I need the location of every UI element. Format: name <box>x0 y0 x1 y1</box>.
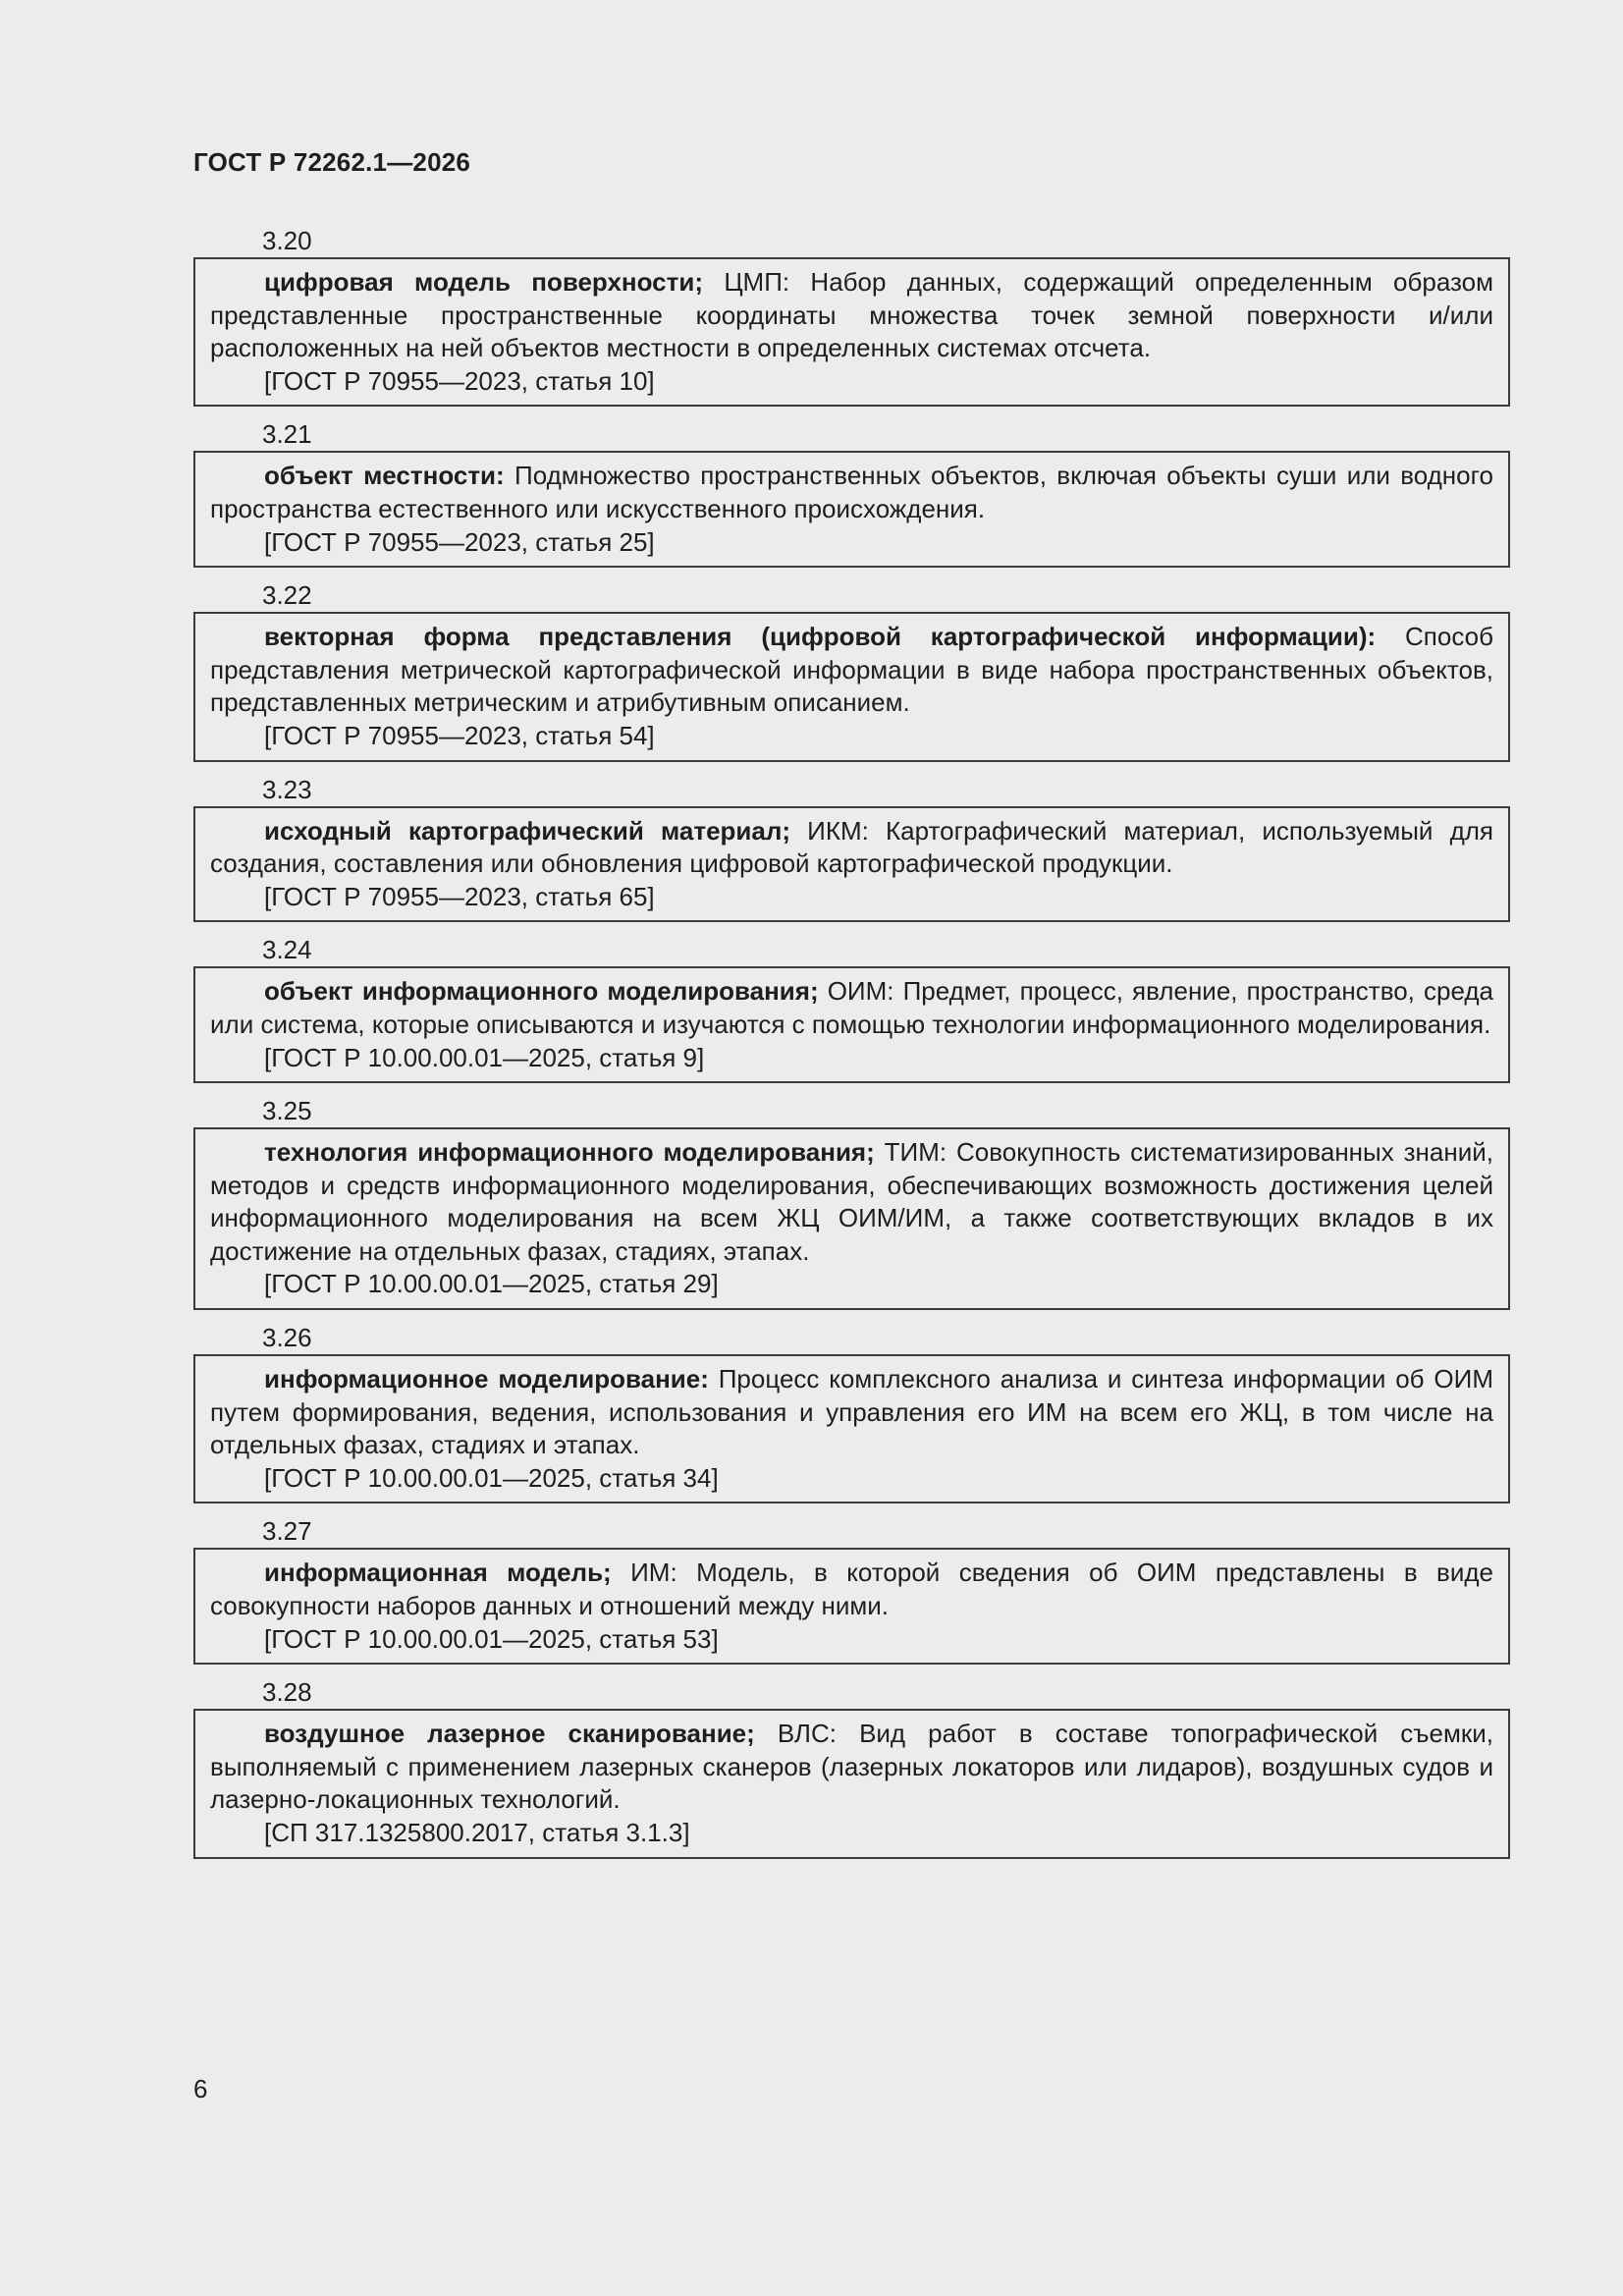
term-definition <box>210 1557 1493 1622</box>
term-source: [ГОСТ Р 10.00.00.01—2025, статья 9] <box>264 1042 705 1072</box>
term-definition <box>210 266 1493 365</box>
term-source: [СП 317.1325800.2017, статья 3.1.3] <box>264 1818 690 1847</box>
term-source: [ГОСТ Р 10.00.00.01—2025, статья 29] <box>264 1269 719 1299</box>
entry-number: 3.25 <box>262 1096 312 1126</box>
term-source: [ГОСТ Р 70955—2023, статья 65] <box>264 881 655 911</box>
term-name: технология информационного моделирования; <box>264 1137 875 1168</box>
entry-number: 3.22 <box>262 580 312 611</box>
term-definition <box>210 975 1493 1041</box>
terms-list <box>193 224 1510 1859</box>
entry-number: 3.26 <box>262 1323 312 1353</box>
term-entry <box>193 1354 1510 1503</box>
term-name: воздушное лазерное сканирование; <box>264 1719 755 1749</box>
entry-number: 3.24 <box>262 935 312 965</box>
term-source: [ГОСТ Р 70955—2023, статья 25] <box>264 526 655 557</box>
term-name: объект информационного моделирования; <box>264 976 819 1007</box>
term-name: информационная модель; <box>264 1558 612 1588</box>
term-source: [ГОСТ Р 10.00.00.01—2025, статья 34] <box>264 1462 719 1493</box>
term-entry <box>193 1127 1510 1310</box>
term-name: исходный картографический материал; <box>264 815 791 846</box>
term-definition <box>210 1718 1493 1817</box>
entry-number: 3.21 <box>262 419 312 450</box>
term-entry <box>193 1709 1510 1858</box>
term-name: векторная форма представления (цифровой картографической информации): <box>264 622 1377 652</box>
term-definition <box>210 460 1493 525</box>
term-definition <box>210 1136 1493 1268</box>
term-definition <box>210 815 1493 881</box>
term-definition <box>210 1363 1493 1462</box>
term-source: [ГОСТ Р 70955—2023, статья 10] <box>264 365 655 396</box>
entry-number: 3.27 <box>262 1516 312 1547</box>
term-definition <box>210 621 1493 720</box>
term-entry <box>193 966 1510 1083</box>
definition-text: Подмножество пространственных объектов, включая объекты суши или водного пространства естественного или искусственного происхождения. <box>210 461 1493 523</box>
definition-text: ТИМ: Совокупность систематизированных знаний, методов и средств информационного моделирования, обеспечивающих возможность достижения целей информационного моделирования на всем ЖЦ ОИМ/ИМ, а также соответствующих вкладов в их достижение на отдельных фазах, стадиях, этапах. <box>210 1137 1493 1266</box>
definition-text: ИМ: Модель, в которой сведения об ОИМ представлены в виде совокупности наборов данных и отношений между ними. <box>210 1558 1494 1621</box>
term-entry <box>193 612 1510 761</box>
definition-text: ВЛС: Вид работ в составе топографической съемки, выполняемый с применением лазерных сканеров (лазерных локаторов или лидаров), воздушных судов и лазерно-локационных технологий. <box>210 1719 1493 1815</box>
entry-number: 3.23 <box>262 774 312 804</box>
term-entry <box>193 451 1510 568</box>
definition-text: Процесс комплексного анализа и синтеза информации об ОИМ путем формирования, ведения, использования и управления его ИМ на всем его ЖЦ, в том числе на отдельных фазах, стадиях и этапах. <box>210 1364 1493 1460</box>
entry-number: 3.20 <box>262 226 312 255</box>
term-entry <box>193 257 1510 407</box>
page-number: 6 <box>193 2074 208 2104</box>
term-name: информационное моделирование: <box>264 1364 709 1394</box>
term-name: объект местности: <box>264 461 505 491</box>
term-entry <box>193 806 1510 923</box>
definition-text: ОИМ: Предмет, процесс, явление, пространство, среда или система, которые описываются и изучаются с помощью технологии информационного моделирования. <box>210 976 1493 1039</box>
definition-text: Способ представления метрической картографической информации в виде набора пространственных объектов, представленных метрическим и атрибутивным описанием. <box>210 622 1493 718</box>
definition-text: ИКМ: Картографический материал, используемый для создания, составления или обновления цифровой картографической продукции. <box>210 815 1493 879</box>
term-source: [ГОСТ Р 10.00.00.01—2025, статья 53] <box>264 1623 719 1654</box>
document-header: ГОСТ Р 72262.1—2026 <box>193 147 471 177</box>
term-name: цифровая модель поверхности; <box>264 267 704 297</box>
term-entry <box>193 1548 1510 1665</box>
definition-text: ЦМП: Набор данных, содержащий определенным образом представленные пространственные координаты множества точек земной поверхности и/или расположенных на ней объектов местности в определенных системах отсчета. <box>210 267 1493 363</box>
term-source: [ГОСТ Р 70955—2023, статья 54] <box>264 720 655 750</box>
entry-number: 3.28 <box>262 1677 312 1708</box>
